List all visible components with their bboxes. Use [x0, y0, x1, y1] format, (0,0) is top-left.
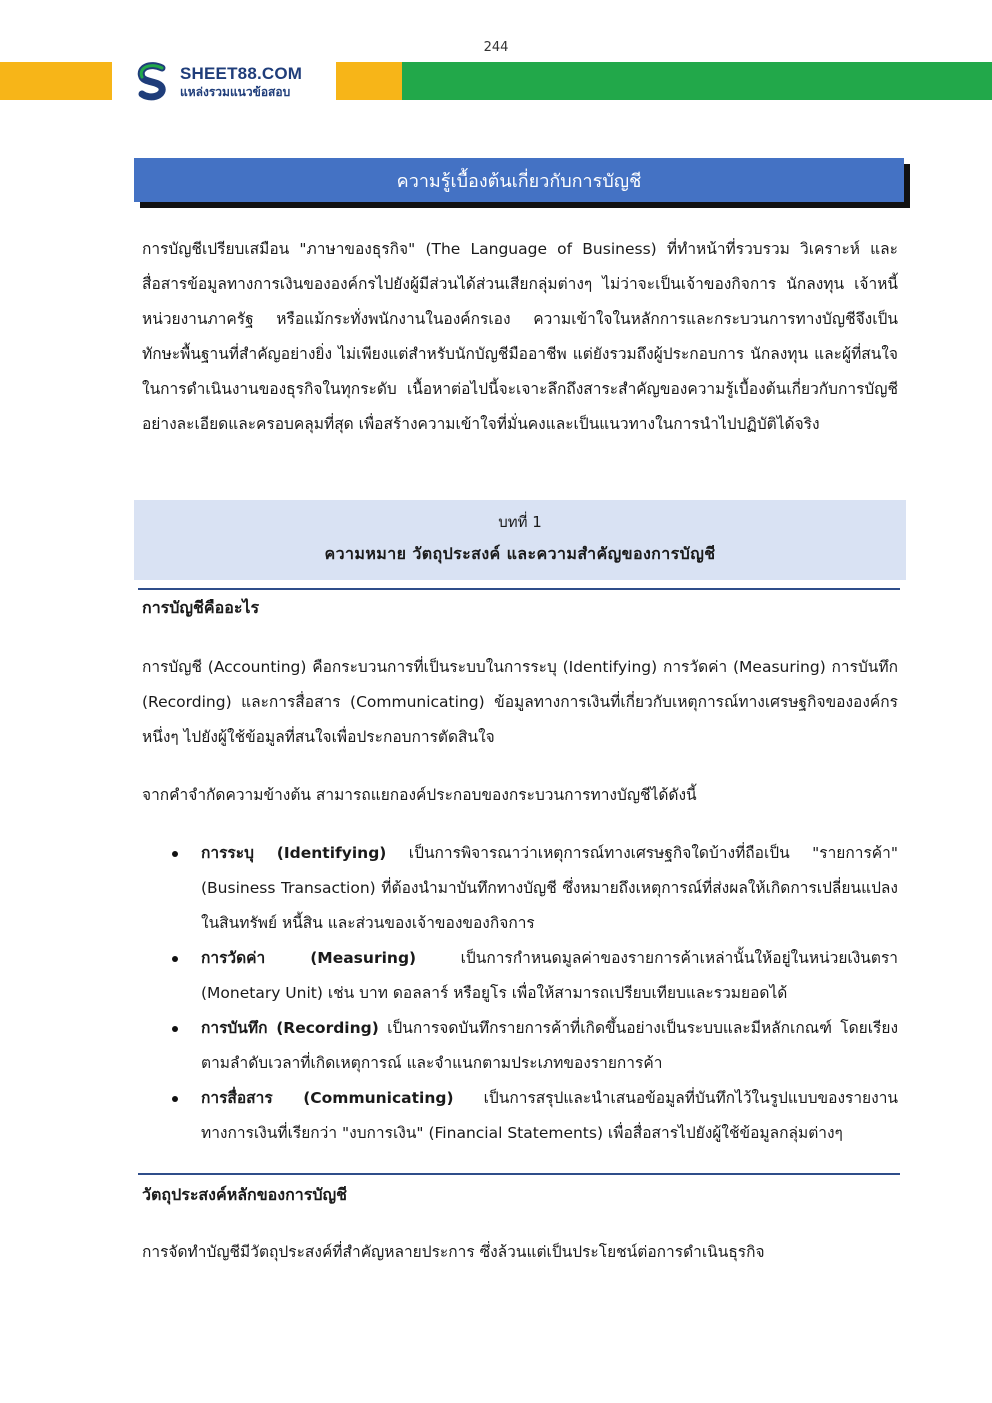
section-divider [138, 1173, 900, 1175]
process-list [168, 836, 898, 1151]
list-item-text: เป็นการจดบันทึกรายการค้าที่เกิดขึ้นอย่างเป็นระบบและมีหลักเกณฑ์ โดยเรียงตามลำดับเวลาที่เกิดเหตุการณ์ และจำแนกตามประเภทของรายการค้า [201, 1019, 899, 1072]
list-item-text: เป็นการพิจารณาว่าเหตุการณ์ทางเศรษฐกิจใดบ้างที่ถือเป็น "รายการค้า" (Business Transaction) ที่ต้องนำมาบันทึกทางบัญชี ซึ่งหมายถึงเหตุการณ์ที่ส่งผลให้เกิดการเปลี่ยนแปลงในสินทรัพย์ หนี้สิน และส่วนของเจ้าของของกิจการ [201, 844, 899, 932]
bullet-icon [172, 956, 178, 962]
list-item-term: การสื่อสาร (Communicating) [201, 1089, 454, 1107]
list-item [168, 1081, 898, 1151]
header-band-yellow-right [336, 62, 402, 100]
section-divider [138, 588, 900, 590]
main-title: ความรู้เบื้องต้นเกี่ยวกับการบัญชี [396, 170, 642, 192]
bullet-icon [172, 851, 178, 857]
chapter-title: ความหมาย วัตถุประสงค์ และความสำคัญของการบัญชี [324, 544, 716, 563]
list-item-term: การบันทึก (Recording) [201, 1019, 379, 1037]
list-item-term: การระบุ (Identifying) [201, 844, 387, 862]
list-item [168, 941, 898, 1011]
bullet-icon [172, 1096, 178, 1102]
bullet-icon [172, 1026, 178, 1032]
components-lead: จากคำจำกัดความข้างต้น สามารถแยกองค์ประกอบของกระบวนการทางบัญชีได้ดังนี้ [142, 786, 697, 804]
chapter-box [134, 500, 906, 580]
page-number: 244 [483, 40, 509, 55]
logo-title: SHEET88.COM [180, 63, 303, 83]
main-title-banner [134, 158, 904, 202]
intro-paragraph: การบัญชีเปรียบเสมือน "ภาษาของธุรกิจ" (The Language of Business) ที่ทำหน้าที่รวบรวม วิเคราะห์ และสื่อสารข้อมูลทางการเงินขององค์กรไปยังผู้มีส่วนได้ส่วนเสียกลุ่มต่างๆ ไม่ว่าจะเป็นเจ้าของกิจการ นักลงทุน เจ้าหนี้ หน่วยงานภาครัฐ หรือแม้กระทั่งพนักงานในองค์กรเอง ความเข้าใจในหลักการและกระบวนการทางบัญชีจึงเป็นทักษะพื้นฐานที่สำคัญอย่างยิ่ง ไม่เพียงแต่สำหรับนักบัญชีมืออาชีพ แต่ยังรวมถึงผู้ประกอบการ นักลงทุน และผู้ที่สนใจในการดำเนินงานของธุรกิจในทุกระดับ เนื้อหาต่อไปนี้จะเจาะลึกถึงสาระสำคัญของความรู้เบื้องต้นเกี่ยวกับการบัญชีอย่างละเอียดและครอบคลุมที่สุด เพื่อสร้างความเข้าใจที่มั่นคงและเป็นแนวทางในการนำไปปฏิบัติได้จริง [142, 240, 898, 433]
section-heading-what-is-accounting: การบัญชีคืออะไร [142, 598, 260, 617]
sheet88-logo-icon [132, 60, 174, 102]
list-item [168, 836, 898, 941]
logo-subtitle: แหล่งรวมแนวข้อสอบ [180, 84, 291, 99]
section-heading-objectives: วัตถุประสงค์หลักของการบัญชี [142, 1185, 347, 1204]
header-band-green [402, 62, 992, 100]
list-item-text: เป็นการสรุปและนำเสนอข้อมูลที่บันทึกไว้ในรูปแบบของรายงานทางการเงินที่เรียกว่า "งบการเงิน" (Financial Statements) เพื่อสื่อสารไปยังผู้ใช้ข้อมูลกลุ่มต่างๆ [201, 1089, 898, 1142]
chapter-label: บทที่ 1 [498, 513, 542, 531]
definition-paragraph: การบัญชี (Accounting) คือกระบวนการที่เป็นระบบในการระบุ (Identifying) การวัดค่า (Measuring) การบันทึก (Recording) และการสื่อสาร (Communicating) ข้อมูลทางการเงินที่เกี่ยวกับเหตุการณ์ทางเศรษฐกิจขององค์กรหนึ่งๆ ไปยังผู้ใช้ข้อมูลที่สนใจเพื่อประกอบการตัดสินใจ [142, 658, 898, 746]
list-item-text: เป็นการกำหนดมูลค่าของรายการค้าเหล่านั้นให้อยู่ในหน่วยเงินตรา (Monetary Unit) เช่น บาท ดอลลาร์ หรือยูโร เพื่อให้สามารถเปรียบเทียบและรวมยอดได้ [201, 949, 898, 1002]
list-item [168, 1011, 898, 1081]
site-logo [132, 58, 332, 104]
objectives-paragraph: การจัดทำบัญชีมีวัตถุประสงค์ที่สำคัญหลายประการ ซึ่งล้วนแต่เป็นประโยชน์ต่อการดำเนินธุรกิจ [142, 1243, 765, 1261]
list-item-term: การวัดค่า (Measuring) [201, 949, 417, 967]
header-band-yellow-left [0, 62, 112, 100]
